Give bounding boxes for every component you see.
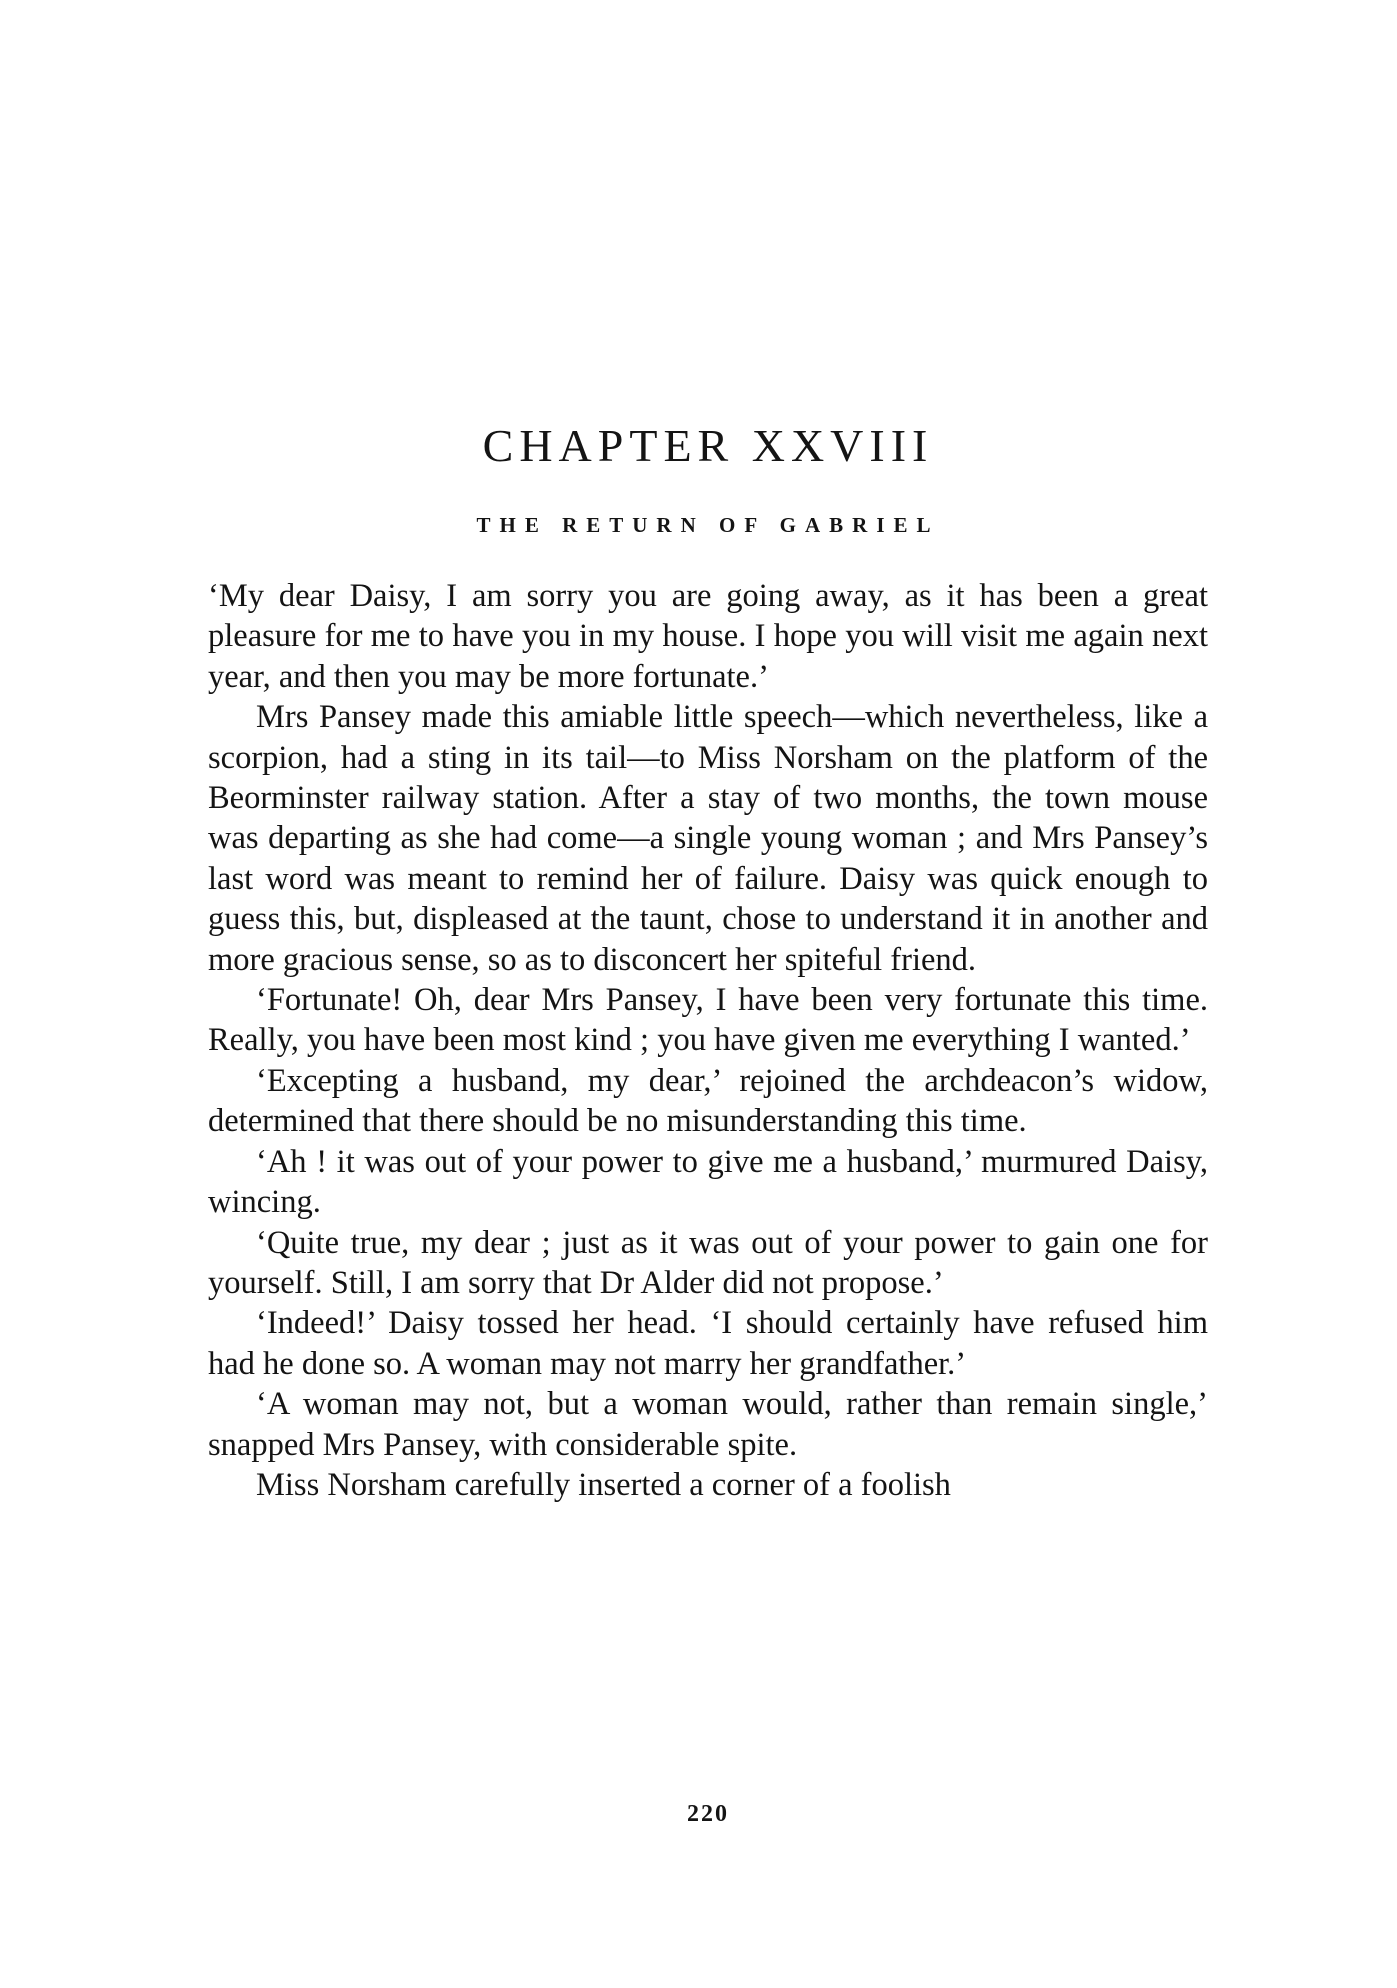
paragraph-3: ‘Fortunate! Oh, dear Mrs Pansey, I have been very fortunate this time. Really, you have been most kind ; you have given me everything I wanted.’: [208, 982, 1208, 1059]
paragraph-1: ‘My dear Daisy, I am sorry you are going away, as it has been a great pleasure for me to have you in my house. I hope you will visit me again next year, and then you may be more fortunate.’: [208, 578, 1208, 695]
paragraph-4: ‘Excepting a husband, my dear,’ rejoined the archdeacon’s widow, determined that there should be no misunderstanding this time.: [208, 1062, 1208, 1140]
paragraph-8: ‘A woman may not, but a woman would, rather than remain single,’ snapped Mrs Pansey, with considerable spite.: [208, 1386, 1208, 1463]
paragraph-9: Miss Norsham carefully inserted a corner of a foolish: [256, 1466, 951, 1503]
paragraph-2: Mrs Pansey made this amiable little speech—which nevertheless, like a scorpion, had a sting in its tail—to Miss Norsham on the platform of the Beorminster railway station. After a stay of two months, the town mouse was departing as she had come—a single young woman ; and Mrs Pansey’s last word was meant to remind her of failure. Daisy was quick enough to guess this, but, displeased at the taunt, chose to understand it in another and more gracious sense, so as to disconcert her spiteful friend.: [208, 699, 1208, 978]
paragraph-5: ‘Ah ! it was out of your power to give me a husband,’ murmured Daisy, wincing.: [208, 1143, 1208, 1221]
chapter-title: CHAPTER XXVIII: [482, 420, 934, 471]
paragraph-7: ‘Indeed!’ Daisy tossed her head. ‘I should certainly have refused him had he done so. A woman may not marry her grandfather.’: [208, 1305, 1208, 1382]
paragraph-6: ‘Quite true, my dear ; just as it was out of your power to gain one for yourself. Still, I am sorry that Dr Alder did not propose.’: [208, 1224, 1208, 1301]
chapter-subtitle: THE RETURN OF GABRIEL: [476, 513, 940, 537]
body-text: [208, 576, 1208, 1505]
page-number: 220: [687, 1801, 729, 1827]
